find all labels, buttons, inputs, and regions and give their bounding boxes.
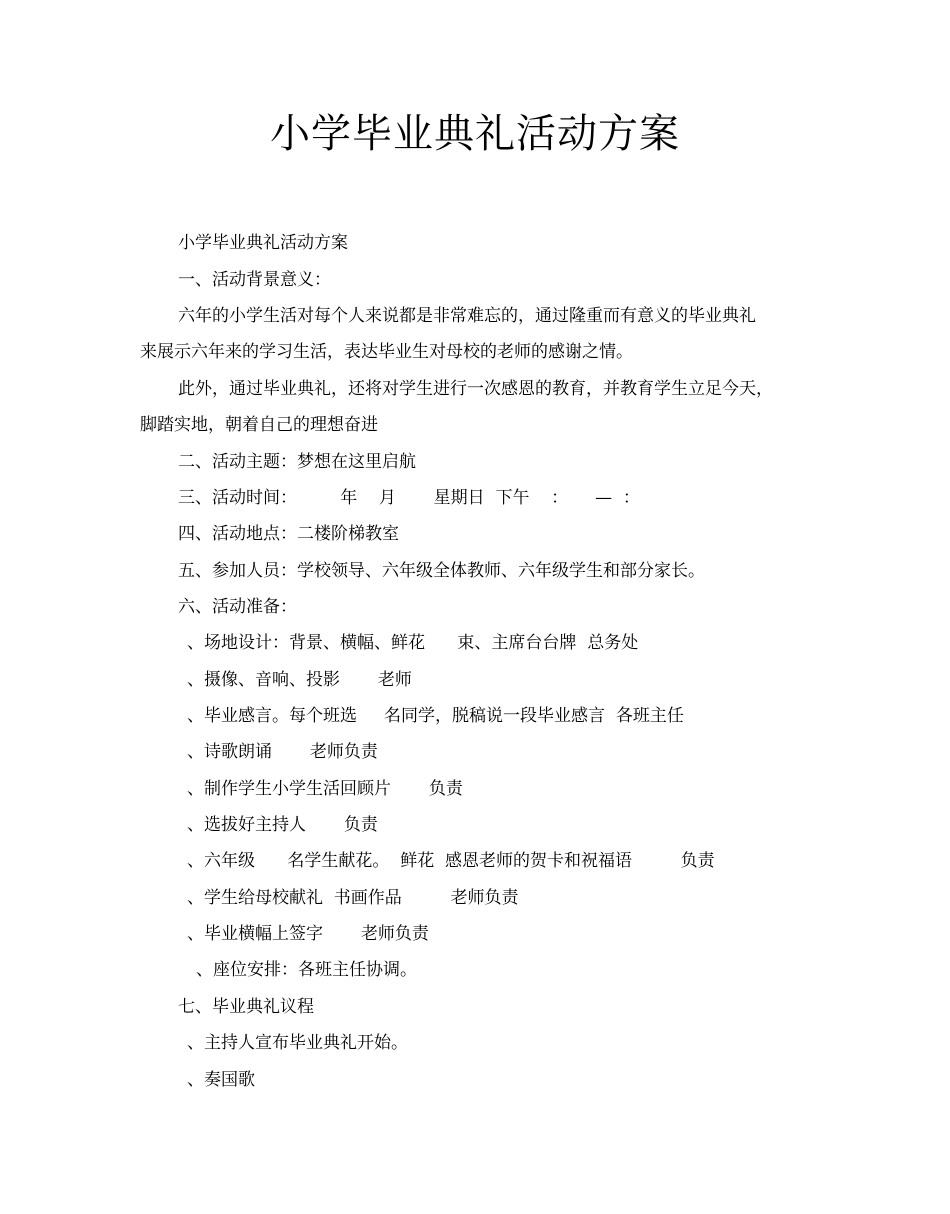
list-item: 、主持人宣布毕业典礼开始。 xyxy=(187,1033,408,1053)
list-item: 、座位安排：各班主任协调。 xyxy=(196,960,417,980)
list-item: 、毕业感言。每个班选 名同学，脱稿说一段毕业感言 各班主任 xyxy=(187,706,684,726)
list-item: 、毕业横幅上签字 老师负责 xyxy=(187,924,429,944)
paragraph-line: 来展示六年来的学习生活，表达毕业生对母校的老师的感谢之情。 xyxy=(140,342,633,362)
paragraph-line: 六年的小学生活对每个人来说都是非常难忘的，通过隆重而有意义的毕业典礼 xyxy=(178,306,756,326)
paragraph-line: 小学毕业典礼活动方案 xyxy=(178,233,348,253)
paragraph-line: 脚踏实地，朝着自己的理想奋进 xyxy=(140,415,378,435)
section-heading: 四、活动地点：二楼阶梯教室 xyxy=(178,524,399,544)
list-item: 、摄像、音响、投影 老师 xyxy=(187,670,412,690)
section-heading: 五、参加人员：学校领导、六年级全体教师、六年级学生和部分家长。 xyxy=(178,561,705,581)
paragraph-line: 此外，通过毕业典礼，还将对学生进行一次感恩的教育，并教育学生立足今天， xyxy=(178,379,773,399)
list-item: 、选拔好主持人 负责 xyxy=(187,815,378,835)
list-item: 、奏国歌 xyxy=(187,1070,255,1090)
section-heading: 二、活动主题：梦想在这里启航 xyxy=(178,452,416,472)
document-title: 小学毕业典礼活动方案 xyxy=(270,111,680,157)
section-heading: 三、活动时间： 年 月 星期日 下午 ： — ： xyxy=(178,488,640,508)
section-heading: 六、活动准备： xyxy=(178,597,297,617)
list-item: 、学生给母校献礼 书画作品 老师负责 xyxy=(187,888,519,908)
list-item: 、场地设计：背景、横幅、鲜花 束、主席台台牌 总务处 xyxy=(187,633,639,653)
list-item: 、制作学生小学生活回顾片 负责 xyxy=(187,779,463,799)
section-heading: 七、毕业典礼议程 xyxy=(178,997,314,1017)
list-item: 、诗歌朗诵 老师负责 xyxy=(187,742,378,762)
list-item: 、六年级 名学生献花。 鲜花 感恩老师的贺卡和祝福语 负责 xyxy=(187,851,715,871)
section-heading: 一、活动背景意义： xyxy=(178,270,331,290)
